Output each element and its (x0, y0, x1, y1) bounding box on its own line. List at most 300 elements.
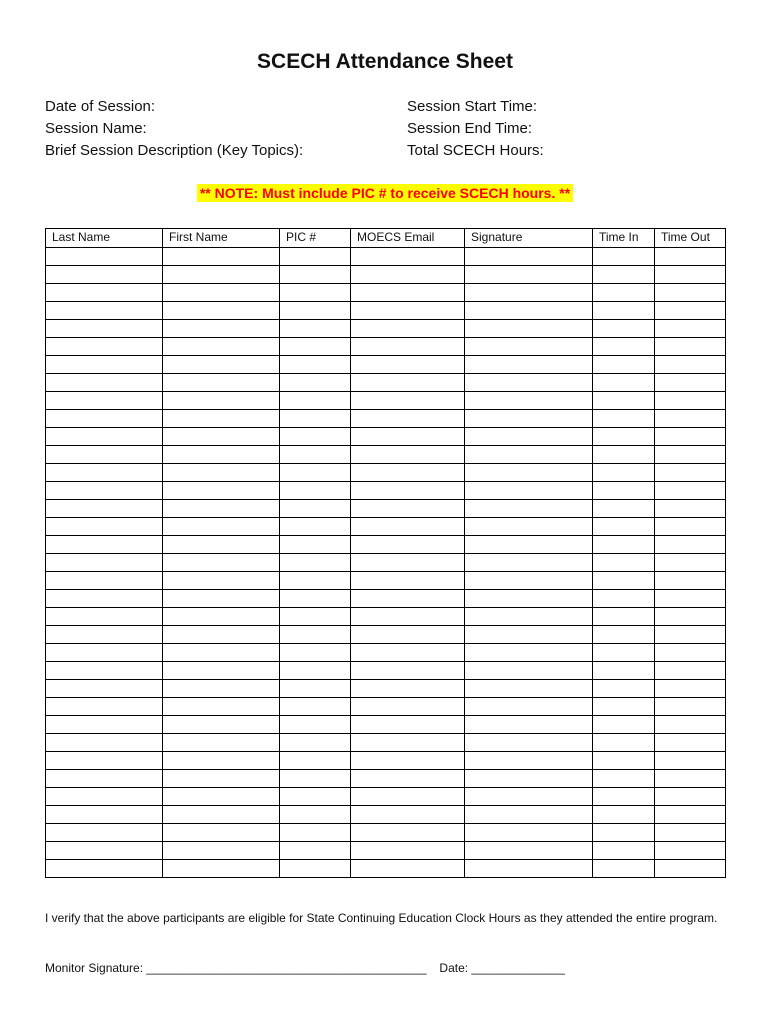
cell-last-name[interactable] (46, 590, 163, 608)
cell-signature[interactable] (465, 464, 593, 482)
cell-last-name[interactable] (46, 770, 163, 788)
session-name-label: Session Name: (45, 120, 147, 137)
cell-time-out[interactable] (655, 338, 726, 356)
cell-time-in[interactable] (593, 374, 655, 392)
cell-pic[interactable] (280, 410, 351, 428)
cell-first-name[interactable] (163, 428, 280, 446)
cell-moecs-email[interactable] (351, 302, 465, 320)
cell-signature[interactable] (465, 374, 593, 392)
cell-last-name[interactable] (46, 860, 163, 878)
table-row (46, 788, 726, 806)
cell-last-name[interactable] (46, 788, 163, 806)
table-row (46, 248, 726, 266)
table-row (46, 266, 726, 284)
cell-signature[interactable] (465, 770, 593, 788)
cell-time-in[interactable] (593, 626, 655, 644)
cell-pic[interactable] (280, 320, 351, 338)
cell-first-name[interactable] (163, 374, 280, 392)
cell-last-name[interactable] (46, 302, 163, 320)
cell-time-out[interactable] (655, 572, 726, 590)
cell-time-in[interactable] (593, 284, 655, 302)
monitor-signature-line (45, 961, 565, 975)
cell-moecs-email[interactable] (351, 464, 465, 482)
cell-signature[interactable] (465, 806, 593, 824)
cell-time-out[interactable] (655, 536, 726, 554)
cell-first-name[interactable] (163, 644, 280, 662)
cell-time-in[interactable] (593, 356, 655, 374)
cell-time-in[interactable] (593, 536, 655, 554)
cell-last-name[interactable] (46, 734, 163, 752)
cell-pic[interactable] (280, 554, 351, 572)
cell-time-in[interactable] (593, 302, 655, 320)
cell-pic[interactable] (280, 248, 351, 266)
cell-moecs-email[interactable] (351, 806, 465, 824)
cell-moecs-email[interactable] (351, 284, 465, 302)
cell-time-out[interactable] (655, 608, 726, 626)
table-row (46, 518, 726, 536)
cell-time-in[interactable] (593, 752, 655, 770)
cell-last-name[interactable] (46, 626, 163, 644)
cell-time-out[interactable] (655, 518, 726, 536)
cell-pic[interactable] (280, 698, 351, 716)
cell-signature[interactable] (465, 734, 593, 752)
cell-first-name[interactable] (163, 716, 280, 734)
cell-last-name[interactable] (46, 338, 163, 356)
cell-first-name[interactable] (163, 734, 280, 752)
column-header-pic: PIC # (280, 229, 351, 248)
cell-moecs-email[interactable] (351, 572, 465, 590)
cell-time-in[interactable] (593, 680, 655, 698)
cell-moecs-email[interactable] (351, 716, 465, 734)
cell-pic[interactable] (280, 662, 351, 680)
cell-moecs-email[interactable] (351, 266, 465, 284)
cell-pic[interactable] (280, 572, 351, 590)
cell-time-out[interactable] (655, 626, 726, 644)
cell-last-name[interactable] (46, 680, 163, 698)
cell-time-in[interactable] (593, 446, 655, 464)
cell-pic[interactable] (280, 338, 351, 356)
cell-last-name[interactable] (46, 662, 163, 680)
cell-pic[interactable] (280, 752, 351, 770)
cell-time-out[interactable] (655, 392, 726, 410)
cell-time-in[interactable] (593, 608, 655, 626)
cell-time-out[interactable] (655, 284, 726, 302)
cell-time-out[interactable] (655, 428, 726, 446)
cell-pic[interactable] (280, 608, 351, 626)
cell-moecs-email[interactable] (351, 824, 465, 842)
table-row (46, 320, 726, 338)
cell-first-name[interactable] (163, 338, 280, 356)
cell-last-name[interactable] (46, 356, 163, 374)
table-row (46, 842, 726, 860)
cell-time-out[interactable] (655, 554, 726, 572)
cell-moecs-email[interactable] (351, 248, 465, 266)
cell-last-name[interactable] (46, 824, 163, 842)
cell-pic[interactable] (280, 824, 351, 842)
cell-signature[interactable] (465, 320, 593, 338)
cell-first-name[interactable] (163, 266, 280, 284)
cell-last-name[interactable] (46, 500, 163, 518)
monitor-signature-label: Monitor Signature: (45, 961, 144, 975)
cell-last-name[interactable] (46, 644, 163, 662)
session-description-label: Brief Session Description (Key Topics): (45, 142, 304, 159)
cell-moecs-email[interactable] (351, 554, 465, 572)
cell-time-out[interactable] (655, 770, 726, 788)
cell-pic[interactable] (280, 536, 351, 554)
cell-signature[interactable] (465, 626, 593, 644)
cell-first-name[interactable] (163, 536, 280, 554)
cell-pic[interactable] (280, 518, 351, 536)
cell-time-out[interactable] (655, 788, 726, 806)
cell-pic[interactable] (280, 680, 351, 698)
cell-first-name[interactable] (163, 320, 280, 338)
cell-time-in[interactable] (593, 662, 655, 680)
cell-first-name[interactable] (163, 572, 280, 590)
cell-first-name[interactable] (163, 500, 280, 518)
cell-time-out[interactable] (655, 806, 726, 824)
cell-moecs-email[interactable] (351, 320, 465, 338)
cell-pic[interactable] (280, 626, 351, 644)
cell-pic[interactable] (280, 482, 351, 500)
table-row (46, 482, 726, 500)
cell-signature[interactable] (465, 554, 593, 572)
table-row (46, 464, 726, 482)
cell-time-out[interactable] (655, 374, 726, 392)
cell-first-name[interactable] (163, 842, 280, 860)
cell-signature[interactable] (465, 338, 593, 356)
cell-last-name[interactable] (46, 410, 163, 428)
cell-signature[interactable] (465, 644, 593, 662)
cell-first-name[interactable] (163, 698, 280, 716)
cell-last-name[interactable] (46, 572, 163, 590)
cell-time-out[interactable] (655, 590, 726, 608)
cell-first-name[interactable] (163, 518, 280, 536)
cell-time-in[interactable] (593, 554, 655, 572)
table-row (46, 536, 726, 554)
cell-last-name[interactable] (46, 806, 163, 824)
cell-signature[interactable] (465, 392, 593, 410)
cell-time-out[interactable] (655, 644, 726, 662)
cell-time-in[interactable] (593, 266, 655, 284)
cell-moecs-email[interactable] (351, 842, 465, 860)
cell-moecs-email[interactable] (351, 446, 465, 464)
cell-pic[interactable] (280, 590, 351, 608)
cell-signature[interactable] (465, 248, 593, 266)
cell-pic[interactable] (280, 374, 351, 392)
cell-signature[interactable] (465, 590, 593, 608)
cell-time-in[interactable] (593, 860, 655, 878)
cell-last-name[interactable] (46, 428, 163, 446)
cell-time-in[interactable] (593, 320, 655, 338)
table-row (46, 392, 726, 410)
cell-moecs-email[interactable] (351, 428, 465, 446)
cell-first-name[interactable] (163, 770, 280, 788)
cell-first-name[interactable] (163, 824, 280, 842)
cell-moecs-email[interactable] (351, 482, 465, 500)
table-row (46, 374, 726, 392)
cell-time-in[interactable] (593, 410, 655, 428)
monitor-signature-blank[interactable]: __________________________________________ (146, 961, 427, 975)
cell-time-out[interactable] (655, 464, 726, 482)
cell-signature[interactable] (465, 266, 593, 284)
cell-pic[interactable] (280, 392, 351, 410)
cell-signature[interactable] (465, 842, 593, 860)
cell-time-in[interactable] (593, 824, 655, 842)
cell-time-out[interactable] (655, 266, 726, 284)
table-row (46, 824, 726, 842)
cell-first-name[interactable] (163, 410, 280, 428)
table-row (46, 770, 726, 788)
column-header-moecs-email: MOECS Email (351, 229, 465, 248)
cell-signature[interactable] (465, 752, 593, 770)
cell-last-name[interactable] (46, 536, 163, 554)
attendance-table (45, 228, 726, 878)
cell-signature[interactable] (465, 482, 593, 500)
table-row (46, 680, 726, 698)
table-row (46, 446, 726, 464)
cell-signature[interactable] (465, 608, 593, 626)
cell-time-in[interactable] (593, 338, 655, 356)
date-blank[interactable]: ______________ (471, 961, 565, 975)
cell-last-name[interactable] (46, 698, 163, 716)
cell-first-name[interactable] (163, 590, 280, 608)
cell-first-name[interactable] (163, 464, 280, 482)
cell-time-in[interactable] (593, 698, 655, 716)
cell-time-out[interactable] (655, 680, 726, 698)
cell-last-name[interactable] (46, 752, 163, 770)
cell-time-out[interactable] (655, 734, 726, 752)
cell-first-name[interactable] (163, 806, 280, 824)
cell-signature[interactable] (465, 536, 593, 554)
cell-pic[interactable] (280, 860, 351, 878)
cell-last-name[interactable] (46, 518, 163, 536)
cell-moecs-email[interactable] (351, 860, 465, 878)
cell-time-in[interactable] (593, 842, 655, 860)
cell-first-name[interactable] (163, 680, 280, 698)
cell-time-in[interactable] (593, 500, 655, 518)
cell-time-out[interactable] (655, 248, 726, 266)
cell-signature[interactable] (465, 500, 593, 518)
cell-signature[interactable] (465, 428, 593, 446)
cell-moecs-email[interactable] (351, 770, 465, 788)
cell-signature[interactable] (465, 284, 593, 302)
cell-pic[interactable] (280, 716, 351, 734)
cell-moecs-email[interactable] (351, 626, 465, 644)
cell-pic[interactable] (280, 500, 351, 518)
cell-time-out[interactable] (655, 446, 726, 464)
attendance-table-body (46, 248, 726, 878)
cell-pic[interactable] (280, 770, 351, 788)
cell-moecs-email[interactable] (351, 662, 465, 680)
cell-moecs-email[interactable] (351, 518, 465, 536)
cell-first-name[interactable] (163, 860, 280, 878)
cell-moecs-email[interactable] (351, 680, 465, 698)
table-row (46, 860, 726, 878)
cell-time-out[interactable] (655, 824, 726, 842)
table-header-row (46, 229, 726, 248)
table-row (46, 644, 726, 662)
cell-time-out[interactable] (655, 842, 726, 860)
table-row (46, 356, 726, 374)
cell-signature[interactable] (465, 680, 593, 698)
session-info-left (45, 96, 303, 162)
cell-time-in[interactable] (593, 770, 655, 788)
cell-pic[interactable] (280, 734, 351, 752)
cell-pic[interactable] (280, 842, 351, 860)
cell-first-name[interactable] (163, 356, 280, 374)
column-header-last-name: Last Name (46, 229, 163, 248)
cell-time-out[interactable] (655, 410, 726, 428)
cell-last-name[interactable] (46, 608, 163, 626)
cell-signature[interactable] (465, 446, 593, 464)
cell-first-name[interactable] (163, 662, 280, 680)
cell-last-name[interactable] (46, 464, 163, 482)
cell-first-name[interactable] (163, 752, 280, 770)
cell-first-name[interactable] (163, 626, 280, 644)
cell-signature[interactable] (465, 302, 593, 320)
cell-pic[interactable] (280, 266, 351, 284)
table-row (46, 752, 726, 770)
cell-moecs-email[interactable] (351, 644, 465, 662)
session-end-time-label: Session End Time: (407, 120, 533, 137)
session-start-time-label: Session Start Time: (407, 98, 538, 115)
date-label: Date: (439, 961, 469, 975)
table-row (46, 662, 726, 680)
table-row (46, 410, 726, 428)
cell-moecs-email[interactable] (351, 392, 465, 410)
cell-time-out[interactable] (655, 752, 726, 770)
cell-last-name[interactable] (46, 392, 163, 410)
cell-pic[interactable] (280, 788, 351, 806)
cell-moecs-email[interactable] (351, 734, 465, 752)
cell-signature[interactable] (465, 824, 593, 842)
cell-pic[interactable] (280, 302, 351, 320)
cell-moecs-email[interactable] (351, 752, 465, 770)
cell-signature[interactable] (465, 716, 593, 734)
cell-time-out[interactable] (655, 482, 726, 500)
table-row (46, 734, 726, 752)
table-row (46, 698, 726, 716)
cell-time-in[interactable] (593, 734, 655, 752)
cell-moecs-email[interactable] (351, 338, 465, 356)
cell-last-name[interactable] (46, 446, 163, 464)
cell-pic[interactable] (280, 806, 351, 824)
cell-first-name[interactable] (163, 482, 280, 500)
cell-signature[interactable] (465, 518, 593, 536)
cell-first-name[interactable] (163, 554, 280, 572)
total-scech-hours-label: Total SCECH Hours: (407, 142, 544, 159)
cell-pic[interactable] (280, 464, 351, 482)
cell-moecs-email[interactable] (351, 374, 465, 392)
cell-time-in[interactable] (593, 572, 655, 590)
cell-signature[interactable] (465, 410, 593, 428)
cell-time-in[interactable] (593, 482, 655, 500)
cell-time-in[interactable] (593, 518, 655, 536)
cell-time-in[interactable] (593, 788, 655, 806)
table-row (46, 284, 726, 302)
cell-last-name[interactable] (46, 284, 163, 302)
cell-last-name[interactable] (46, 482, 163, 500)
cell-last-name[interactable] (46, 266, 163, 284)
cell-time-out[interactable] (655, 662, 726, 680)
cell-time-out[interactable] (655, 320, 726, 338)
cell-pic[interactable] (280, 644, 351, 662)
cell-signature[interactable] (465, 698, 593, 716)
cell-time-in[interactable] (593, 392, 655, 410)
cell-time-out[interactable] (655, 500, 726, 518)
table-row (46, 302, 726, 320)
cell-signature[interactable] (465, 788, 593, 806)
table-row (46, 590, 726, 608)
cell-time-out[interactable] (655, 302, 726, 320)
cell-time-in[interactable] (593, 716, 655, 734)
cell-last-name[interactable] (46, 716, 163, 734)
cell-time-out[interactable] (655, 356, 726, 374)
cell-signature[interactable] (465, 356, 593, 374)
cell-time-in[interactable] (593, 590, 655, 608)
cell-time-out[interactable] (655, 716, 726, 734)
page-title: SCECH Attendance Sheet (257, 50, 513, 73)
cell-signature[interactable] (465, 662, 593, 680)
cell-moecs-email[interactable] (351, 788, 465, 806)
cell-moecs-email[interactable] (351, 410, 465, 428)
cell-pic[interactable] (280, 356, 351, 374)
cell-first-name[interactable] (163, 392, 280, 410)
cell-last-name[interactable] (46, 842, 163, 860)
table-row (46, 716, 726, 734)
cell-moecs-email[interactable] (351, 608, 465, 626)
cell-first-name[interactable] (163, 788, 280, 806)
session-info-right (407, 96, 544, 162)
cell-moecs-email[interactable] (351, 536, 465, 554)
cell-time-in[interactable] (593, 806, 655, 824)
table-row (46, 338, 726, 356)
cell-pic[interactable] (280, 284, 351, 302)
cell-last-name[interactable] (46, 320, 163, 338)
cell-signature[interactable] (465, 572, 593, 590)
cell-first-name[interactable] (163, 446, 280, 464)
cell-pic[interactable] (280, 428, 351, 446)
column-header-time-out: Time Out (655, 229, 726, 248)
cell-last-name[interactable] (46, 374, 163, 392)
verification-statement: I verify that the above participants are eligible for State Continuing Education Clock Hours as they attended the entire program. (45, 911, 718, 925)
cell-moecs-email[interactable] (351, 698, 465, 716)
cell-last-name[interactable] (46, 248, 163, 266)
column-header-time-in: Time In (593, 229, 655, 248)
cell-time-in[interactable] (593, 428, 655, 446)
cell-time-out[interactable] (655, 860, 726, 878)
cell-moecs-email[interactable] (351, 500, 465, 518)
cell-pic[interactable] (280, 446, 351, 464)
table-row (46, 500, 726, 518)
cell-time-in[interactable] (593, 248, 655, 266)
cell-moecs-email[interactable] (351, 356, 465, 374)
cell-moecs-email[interactable] (351, 590, 465, 608)
cell-first-name[interactable] (163, 284, 280, 302)
cell-first-name[interactable] (163, 248, 280, 266)
table-row (46, 608, 726, 626)
cell-first-name[interactable] (163, 608, 280, 626)
cell-time-in[interactable] (593, 644, 655, 662)
cell-signature[interactable] (465, 860, 593, 878)
cell-time-in[interactable] (593, 464, 655, 482)
column-header-first-name: First Name (163, 229, 280, 248)
cell-last-name[interactable] (46, 554, 163, 572)
pic-note: ** NOTE: Must include PIC # to receive SCECH hours. ** (197, 184, 573, 202)
cell-first-name[interactable] (163, 302, 280, 320)
table-row (46, 428, 726, 446)
cell-time-out[interactable] (655, 698, 726, 716)
